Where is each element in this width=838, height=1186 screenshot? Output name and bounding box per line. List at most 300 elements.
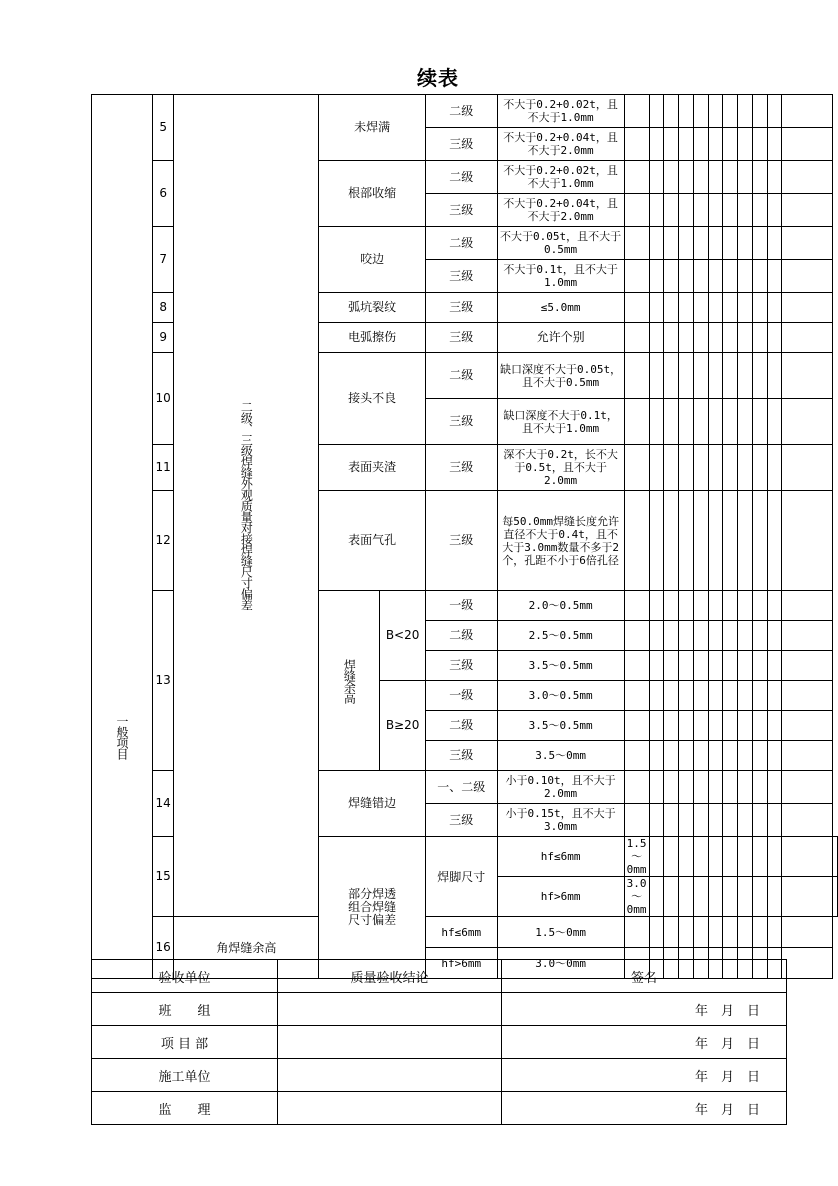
- measurement-cell[interactable]: [649, 95, 664, 128]
- date-field[interactable]: 年 月 日: [502, 993, 787, 1026]
- signoff-unit: 班 组: [92, 993, 278, 1026]
- measurement-cell[interactable]: [624, 651, 649, 681]
- measurement-cell[interactable]: [679, 399, 694, 445]
- measurement-cell[interactable]: [649, 161, 664, 194]
- measurement-cell[interactable]: [649, 293, 664, 323]
- measurement-cell[interactable]: [708, 293, 723, 323]
- measurement-cell[interactable]: [649, 804, 664, 837]
- measurement-cell[interactable]: [649, 771, 664, 804]
- measurement-cell[interactable]: [752, 681, 767, 711]
- measurement-cell[interactable]: [752, 917, 767, 948]
- conclusion-field[interactable]: [278, 1092, 502, 1125]
- measurement-cell[interactable]: [664, 651, 679, 681]
- measurement-cell[interactable]: [782, 877, 833, 917]
- measurement-cell[interactable]: [649, 227, 664, 260]
- measurement-cell[interactable]: [693, 621, 708, 651]
- measurement-cell[interactable]: [624, 711, 649, 741]
- measurement-cell[interactable]: [723, 877, 738, 917]
- measurement-cell[interactable]: [624, 293, 649, 323]
- date-field[interactable]: 年 月 日: [502, 1059, 787, 1092]
- measurement-cell[interactable]: [664, 227, 679, 260]
- remark-cell[interactable]: [782, 491, 833, 591]
- measurement-cell[interactable]: [767, 621, 782, 651]
- standard: 每50.0mm焊缝长度允许直径不大于0.4t，且不大于3.0mm数量不多于2个，孔距不小于6倍孔径: [497, 491, 624, 591]
- row-number: 8: [153, 293, 174, 323]
- item-name: 角焊缝余高: [174, 917, 319, 979]
- measurement-cell[interactable]: [738, 651, 753, 681]
- measurement-cell[interactable]: [708, 711, 723, 741]
- signoff-unit: 施工单位: [92, 1059, 278, 1092]
- measurement-cell[interactable]: [649, 353, 664, 399]
- measurement-cell[interactable]: [649, 194, 664, 227]
- measurement-cell[interactable]: [624, 491, 649, 591]
- item-name-cell: [319, 591, 380, 771]
- measurement-cell[interactable]: [649, 128, 664, 161]
- measurement-cell[interactable]: [649, 621, 664, 651]
- measurement-cell[interactable]: [624, 323, 649, 353]
- measurement-cell[interactable]: [693, 399, 708, 445]
- measurement-cell[interactable]: [723, 293, 738, 323]
- measurement-cell[interactable]: [693, 837, 708, 877]
- measurement-cell[interactable]: [767, 917, 782, 948]
- measurement-cell[interactable]: [723, 95, 738, 128]
- measurement-cell[interactable]: [649, 741, 664, 771]
- measurement-cell[interactable]: [679, 128, 694, 161]
- item-name: 接头不良: [319, 353, 426, 445]
- measurement-cell[interactable]: [649, 591, 664, 621]
- remark-cell[interactable]: [782, 194, 833, 227]
- measurement-cell[interactable]: [738, 491, 753, 591]
- measurement-cell[interactable]: [693, 161, 708, 194]
- remark-cell[interactable]: [782, 399, 833, 445]
- measurement-cell[interactable]: [767, 353, 782, 399]
- measurement-cell[interactable]: [738, 711, 753, 741]
- measurement-cell[interactable]: [708, 353, 723, 399]
- conclusion-field[interactable]: [278, 993, 502, 1026]
- measurement-cell[interactable]: [664, 353, 679, 399]
- measurement-cell[interactable]: [624, 804, 649, 837]
- measurement-cell[interactable]: [624, 399, 649, 445]
- measurement-cell[interactable]: [738, 353, 753, 399]
- grade: 三级: [425, 323, 497, 353]
- measurement-cell[interactable]: [752, 161, 767, 194]
- measurement-cell[interactable]: [752, 227, 767, 260]
- measurement-cell[interactable]: [693, 353, 708, 399]
- measurement-cell[interactable]: [664, 445, 679, 491]
- measurement-cell[interactable]: [649, 917, 664, 948]
- measurement-cell[interactable]: [738, 445, 753, 491]
- measurement-cell[interactable]: [708, 771, 723, 804]
- measurement-cell[interactable]: [738, 591, 753, 621]
- measurement-cell[interactable]: [624, 445, 649, 491]
- remark-cell[interactable]: [782, 651, 833, 681]
- measurement-cell[interactable]: [624, 161, 649, 194]
- measurement-cell[interactable]: [767, 741, 782, 771]
- remark-cell[interactable]: [782, 711, 833, 741]
- measurement-cell[interactable]: [693, 741, 708, 771]
- grade: 三级: [425, 293, 497, 323]
- measurement-cell[interactable]: [693, 651, 708, 681]
- measurement-cell[interactable]: [738, 194, 753, 227]
- measurement-cell[interactable]: [664, 491, 679, 591]
- measurement-cell[interactable]: [679, 741, 694, 771]
- measurement-cell[interactable]: [693, 95, 708, 128]
- measurement-cell[interactable]: [679, 651, 694, 681]
- measurement-cell[interactable]: [693, 877, 708, 917]
- measurement-cell[interactable]: [723, 681, 738, 711]
- measurement-cell[interactable]: [624, 227, 649, 260]
- measurement-cell[interactable]: [738, 621, 753, 651]
- standard: 不大于0.2+0.02t，且不大于1.0mm: [497, 95, 624, 128]
- remark-cell[interactable]: [782, 741, 833, 771]
- signoff-table: [91, 959, 787, 1125]
- measurement-cell[interactable]: [708, 741, 723, 771]
- measurement-cell[interactable]: [679, 445, 694, 491]
- grade: 三级: [425, 741, 497, 771]
- standard: 3.5～0.5mm: [497, 651, 624, 681]
- measurement-cell[interactable]: [679, 877, 694, 917]
- measurement-cell[interactable]: [752, 771, 767, 804]
- grade: hf>6mm: [497, 877, 624, 917]
- measurement-cell[interactable]: [738, 95, 753, 128]
- measurement-cell[interactable]: [624, 741, 649, 771]
- measurement-cell[interactable]: [664, 877, 679, 917]
- remark-cell[interactable]: [833, 877, 838, 917]
- remark-cell[interactable]: [782, 260, 833, 293]
- standard: 缺口深度不大于0.1t，且不大于1.0mm: [497, 399, 624, 445]
- measurement-cell[interactable]: [708, 651, 723, 681]
- measurement-cell[interactable]: [738, 804, 753, 837]
- conclusion-field[interactable]: [278, 1026, 502, 1059]
- measurement-cell[interactable]: [664, 260, 679, 293]
- measurement-cell[interactable]: [752, 651, 767, 681]
- remark-cell[interactable]: [782, 681, 833, 711]
- remark-cell[interactable]: [782, 353, 833, 399]
- remark-cell[interactable]: [782, 917, 833, 948]
- measurement-cell[interactable]: [738, 323, 753, 353]
- measurement-cell[interactable]: [679, 591, 694, 621]
- measurement-cell[interactable]: [693, 227, 708, 260]
- measurement-cell[interactable]: [708, 491, 723, 591]
- measurement-cell[interactable]: [723, 591, 738, 621]
- measurement-cell[interactable]: [708, 621, 723, 651]
- measurement-cell[interactable]: [752, 323, 767, 353]
- measurement-cell[interactable]: [679, 804, 694, 837]
- measurement-cell[interactable]: [664, 399, 679, 445]
- measurement-cell[interactable]: [767, 804, 782, 837]
- measurement-cell[interactable]: [693, 445, 708, 491]
- standard: 1.5～0mm: [497, 917, 624, 948]
- measurement-cell[interactable]: [649, 651, 664, 681]
- measurement-cell[interactable]: [723, 399, 738, 445]
- remark-cell[interactable]: [782, 948, 833, 979]
- measurement-cell[interactable]: [708, 917, 723, 948]
- measurement-cell[interactable]: [767, 227, 782, 260]
- measurement-cell[interactable]: [723, 621, 738, 651]
- measurement-cell[interactable]: [752, 711, 767, 741]
- group-b-cell: [319, 837, 426, 979]
- measurement-cell[interactable]: [679, 227, 694, 260]
- measurement-cell[interactable]: [767, 681, 782, 711]
- measurement-cell[interactable]: [752, 95, 767, 128]
- measurement-cell[interactable]: [679, 711, 694, 741]
- measurement-cell[interactable]: [767, 771, 782, 804]
- measurement-cell[interactable]: [752, 837, 767, 877]
- measurement-cell[interactable]: [767, 260, 782, 293]
- measurement-cell[interactable]: [738, 917, 753, 948]
- measurement-cell[interactable]: [752, 804, 767, 837]
- measurement-cell[interactable]: [738, 877, 753, 917]
- measurement-cell[interactable]: [752, 128, 767, 161]
- measurement-cell[interactable]: [752, 445, 767, 491]
- measurement-cell[interactable]: [738, 681, 753, 711]
- measurement-cell[interactable]: [693, 711, 708, 741]
- measurement-cell[interactable]: [767, 128, 782, 161]
- group-a-cell: [174, 95, 319, 917]
- measurement-cell[interactable]: [767, 293, 782, 323]
- remark-cell[interactable]: [782, 445, 833, 491]
- measurement-cell[interactable]: [767, 711, 782, 741]
- measurement-cell[interactable]: [679, 621, 694, 651]
- measurement-cell[interactable]: [708, 161, 723, 194]
- measurement-cell[interactable]: [767, 651, 782, 681]
- measurement-cell[interactable]: [782, 837, 833, 877]
- remark-cell[interactable]: [782, 128, 833, 161]
- measurement-cell[interactable]: [664, 917, 679, 948]
- measurement-cell[interactable]: [624, 353, 649, 399]
- measurement-cell[interactable]: [723, 194, 738, 227]
- inspection-table: [91, 94, 838, 979]
- measurement-cell[interactable]: [767, 161, 782, 194]
- measurement-cell[interactable]: [723, 741, 738, 771]
- measurement-cell[interactable]: [738, 771, 753, 804]
- measurement-cell[interactable]: [752, 741, 767, 771]
- measurement-cell[interactable]: [708, 260, 723, 293]
- measurement-cell[interactable]: [624, 95, 649, 128]
- measurement-cell[interactable]: [664, 95, 679, 128]
- measurement-cell[interactable]: [752, 877, 767, 917]
- measurement-cell[interactable]: [752, 293, 767, 323]
- measurement-cell[interactable]: [723, 161, 738, 194]
- row-number: 5: [153, 95, 174, 161]
- measurement-cell[interactable]: [664, 837, 679, 877]
- measurement-cell[interactable]: [708, 227, 723, 260]
- measurement-cell[interactable]: [752, 621, 767, 651]
- measurement-cell[interactable]: [664, 591, 679, 621]
- measurement-cell[interactable]: [679, 491, 694, 591]
- standard: 不大于0.2+0.04t，且不大于2.0mm: [497, 194, 624, 227]
- measurement-cell[interactable]: [723, 445, 738, 491]
- measurement-cell[interactable]: [693, 771, 708, 804]
- date-field[interactable]: 年 月 日: [502, 1026, 787, 1059]
- remark-cell[interactable]: [782, 804, 833, 837]
- measurement-cell[interactable]: [723, 491, 738, 591]
- measurement-cell[interactable]: [664, 323, 679, 353]
- measurement-cell[interactable]: [693, 194, 708, 227]
- measurement-cell[interactable]: [738, 293, 753, 323]
- measurement-cell[interactable]: [649, 260, 664, 293]
- measurement-cell[interactable]: [693, 804, 708, 837]
- measurement-cell[interactable]: [664, 711, 679, 741]
- measurement-cell[interactable]: [738, 837, 753, 877]
- measurement-cell[interactable]: [723, 323, 738, 353]
- measurement-cell[interactable]: [679, 194, 694, 227]
- measurement-cell[interactable]: [738, 128, 753, 161]
- measurement-cell[interactable]: [752, 591, 767, 621]
- standard: 不大于0.05t，且不大于0.5mm: [497, 227, 624, 260]
- measurement-cell[interactable]: [767, 877, 782, 917]
- measurement-cell[interactable]: [723, 804, 738, 837]
- grade: 三级: [425, 445, 497, 491]
- measurement-cell[interactable]: [752, 194, 767, 227]
- standard: 不大于0.2+0.04t，且不大于2.0mm: [497, 128, 624, 161]
- measurement-cell[interactable]: [693, 128, 708, 161]
- measurement-cell[interactable]: [723, 771, 738, 804]
- measurement-cell[interactable]: [624, 681, 649, 711]
- row-number: 14: [153, 771, 174, 837]
- measurement-cell[interactable]: [708, 95, 723, 128]
- measurement-cell[interactable]: [664, 194, 679, 227]
- measurement-cell[interactable]: [679, 260, 694, 293]
- measurement-cell[interactable]: [767, 399, 782, 445]
- measurement-cell[interactable]: [624, 771, 649, 804]
- measurement-cell[interactable]: [649, 399, 664, 445]
- measurement-cell[interactable]: [679, 95, 694, 128]
- measurement-cell[interactable]: [624, 917, 649, 948]
- measurement-cell[interactable]: [723, 227, 738, 260]
- measurement-cell[interactable]: [693, 293, 708, 323]
- measurement-cell[interactable]: [708, 804, 723, 837]
- grade: hf>6mm: [425, 948, 497, 979]
- measurement-cell[interactable]: [738, 399, 753, 445]
- measurement-cell[interactable]: [693, 260, 708, 293]
- conclusion-field[interactable]: [278, 1059, 502, 1092]
- measurement-cell[interactable]: [752, 399, 767, 445]
- measurement-cell[interactable]: [767, 591, 782, 621]
- measurement-cell[interactable]: [708, 128, 723, 161]
- remark-cell[interactable]: [782, 323, 833, 353]
- measurement-cell[interactable]: [649, 837, 664, 877]
- measurement-cell[interactable]: [624, 194, 649, 227]
- row-number: 16: [153, 917, 174, 979]
- standard: 3.0～0.5mm: [497, 681, 624, 711]
- measurement-cell[interactable]: [693, 591, 708, 621]
- measurement-cell[interactable]: [664, 128, 679, 161]
- measurement-cell[interactable]: [624, 621, 649, 651]
- measurement-cell[interactable]: [649, 681, 664, 711]
- measurement-cell[interactable]: [708, 194, 723, 227]
- measurement-cell[interactable]: [664, 771, 679, 804]
- measurement-cell[interactable]: [767, 491, 782, 591]
- measurement-cell[interactable]: [664, 741, 679, 771]
- measurement-cell[interactable]: [752, 491, 767, 591]
- measurement-cell[interactable]: [708, 399, 723, 445]
- measurement-cell[interactable]: [649, 711, 664, 741]
- remark-cell[interactable]: [782, 591, 833, 621]
- measurement-cell[interactable]: [679, 837, 694, 877]
- measurement-cell[interactable]: [752, 353, 767, 399]
- measurement-cell[interactable]: [624, 128, 649, 161]
- remark-cell[interactable]: [782, 161, 833, 194]
- measurement-cell[interactable]: [679, 917, 694, 948]
- item-name: 弧坑裂纹: [319, 293, 426, 323]
- grade: 一级: [425, 591, 497, 621]
- measurement-cell[interactable]: [679, 771, 694, 804]
- measurement-cell[interactable]: [649, 445, 664, 491]
- measurement-cell[interactable]: [708, 591, 723, 621]
- grade: 二级: [425, 227, 497, 260]
- measurement-cell[interactable]: [664, 681, 679, 711]
- measurement-cell[interactable]: [649, 877, 664, 917]
- measurement-cell[interactable]: [693, 491, 708, 591]
- measurement-cell[interactable]: [723, 260, 738, 293]
- standard: 小于0.10t，且不大于2.0mm: [497, 771, 624, 804]
- measurement-cell[interactable]: [767, 445, 782, 491]
- measurement-cell[interactable]: [723, 353, 738, 399]
- measurement-cell[interactable]: [679, 293, 694, 323]
- measurement-cell[interactable]: [708, 837, 723, 877]
- measurement-cell[interactable]: [752, 260, 767, 293]
- remark-cell[interactable]: [782, 95, 833, 128]
- measurement-cell[interactable]: [679, 323, 694, 353]
- measurement-cell[interactable]: [664, 293, 679, 323]
- measurement-cell[interactable]: [649, 323, 664, 353]
- row-number: 7: [153, 227, 174, 293]
- standard: 不大于0.1t，且不大于1.0mm: [497, 260, 624, 293]
- measurement-cell[interactable]: [708, 681, 723, 711]
- measurement-cell[interactable]: [679, 353, 694, 399]
- measurement-cell[interactable]: [664, 161, 679, 194]
- measurement-cell[interactable]: [738, 161, 753, 194]
- measurement-cell[interactable]: [767, 837, 782, 877]
- measurement-cell[interactable]: [664, 621, 679, 651]
- measurement-cell[interactable]: [664, 804, 679, 837]
- remark-cell[interactable]: [782, 621, 833, 651]
- measurement-cell[interactable]: [649, 491, 664, 591]
- measurement-cell[interactable]: [723, 128, 738, 161]
- measurement-cell[interactable]: [723, 837, 738, 877]
- measurement-cell[interactable]: [624, 260, 649, 293]
- measurement-cell[interactable]: [723, 917, 738, 948]
- category-label: 一般项目: [115, 714, 129, 759]
- measurement-cell[interactable]: [679, 681, 694, 711]
- date-field[interactable]: 年 月 日: [502, 1092, 787, 1125]
- measurement-cell[interactable]: [723, 711, 738, 741]
- measurement-cell[interactable]: [767, 323, 782, 353]
- standard: 缺口深度不大于0.05t，且不大于0.5mm: [497, 353, 624, 399]
- measurement-cell[interactable]: [723, 651, 738, 681]
- measurement-cell[interactable]: [738, 741, 753, 771]
- measurement-cell[interactable]: [693, 917, 708, 948]
- measurement-cell[interactable]: [679, 161, 694, 194]
- measurement-cell[interactable]: [767, 194, 782, 227]
- measurement-cell[interactable]: [624, 591, 649, 621]
- remark-cell[interactable]: [782, 293, 833, 323]
- measurement-cell[interactable]: [708, 877, 723, 917]
- measurement-cell[interactable]: [693, 323, 708, 353]
- measurement-cell[interactable]: [738, 260, 753, 293]
- remark-cell[interactable]: [833, 837, 838, 877]
- remark-cell[interactable]: [782, 771, 833, 804]
- measurement-cell[interactable]: [738, 227, 753, 260]
- measurement-cell[interactable]: [693, 681, 708, 711]
- standard: 1.5～0mm: [624, 837, 649, 877]
- row-number: 11: [153, 445, 174, 491]
- measurement-cell[interactable]: [708, 445, 723, 491]
- measurement-cell[interactable]: [767, 95, 782, 128]
- remark-cell[interactable]: [782, 227, 833, 260]
- measurement-cell[interactable]: [708, 323, 723, 353]
